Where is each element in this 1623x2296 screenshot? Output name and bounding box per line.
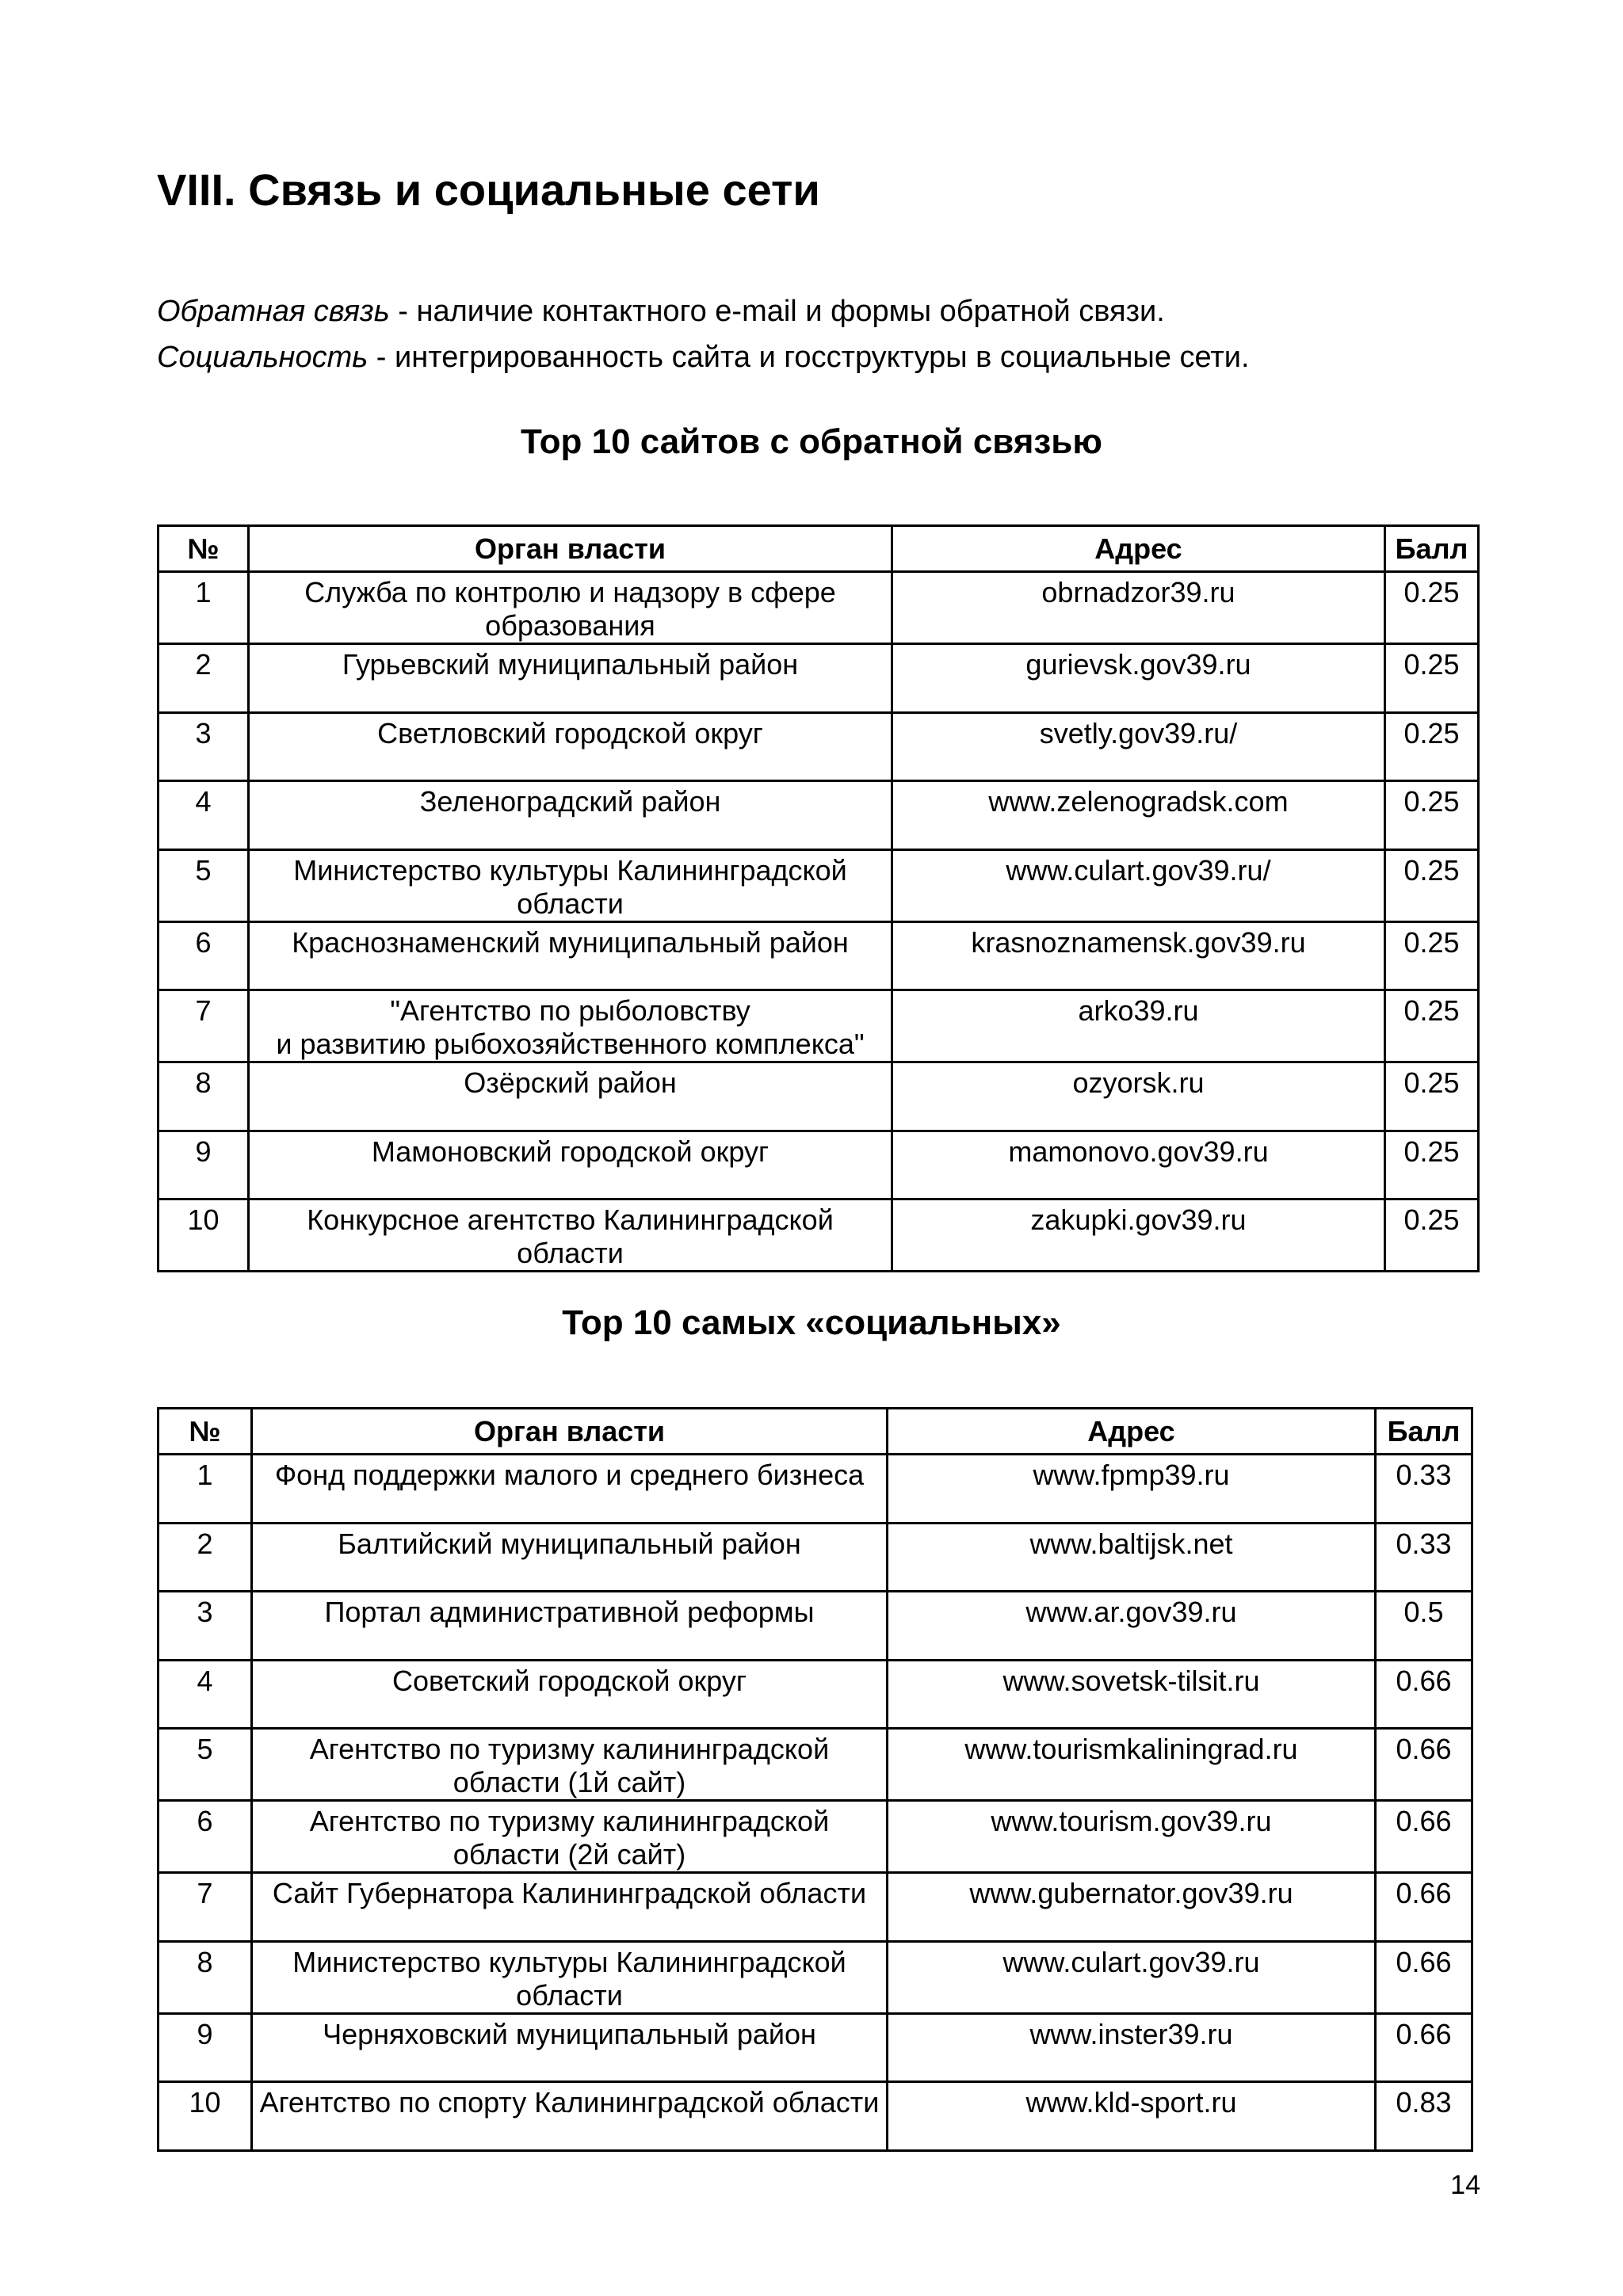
cell-organization: Министерство культуры Калининградской области	[249, 849, 892, 921]
cell-organization: Светловский городской округ	[249, 712, 892, 781]
header-organization: Орган власти	[252, 1409, 888, 1455]
cell-score: 0.66	[1376, 1873, 1472, 1942]
cell-number: 9	[158, 1131, 249, 1199]
cell-organization: Зеленоградский район	[249, 781, 892, 850]
cell-number: 1	[158, 1455, 252, 1524]
cell-score: 0.66	[1376, 1801, 1472, 1873]
social-sites-table	[157, 1407, 1473, 2152]
table-row	[158, 781, 1479, 850]
cell-score: 0.25	[1385, 781, 1479, 850]
cell-number: 8	[158, 1941, 252, 2013]
cell-organization: "Агентство по рыболовству и развитию рыбохозяйственного комплекса"	[249, 990, 892, 1062]
table-row	[158, 1660, 1472, 1729]
cell-number: 2	[158, 1523, 252, 1592]
table-row	[158, 1941, 1472, 2013]
cell-address: www.inster39.ru	[888, 2013, 1376, 2082]
cell-organization: Фонд поддержки малого и среднего бизнеса	[252, 1455, 888, 1524]
cell-score: 0.25	[1385, 849, 1479, 921]
cell-organization: Озёрский район	[249, 1062, 892, 1131]
table-row	[158, 1199, 1479, 1272]
cell-address: arko39.ru	[892, 990, 1385, 1062]
table-row	[158, 990, 1479, 1062]
cell-score: 0.25	[1385, 572, 1479, 644]
cell-address: www.kld-sport.ru	[888, 2082, 1376, 2151]
definition-social	[157, 334, 1250, 380]
table-row	[158, 1455, 1472, 1524]
header-address: Адрес	[888, 1409, 1376, 1455]
cell-number: 7	[158, 990, 249, 1062]
cell-number: 5	[158, 1729, 252, 1801]
cell-number: 10	[158, 2082, 252, 2151]
cell-score: 0.25	[1385, 1199, 1479, 1272]
cell-address: krasnoznamensk.gov39.ru	[892, 921, 1385, 990]
cell-number: 3	[158, 1592, 252, 1661]
page-number: 14	[1450, 2170, 1480, 2200]
definitions	[157, 288, 1250, 380]
cell-address: www.culart.gov39.ru/	[892, 849, 1385, 921]
table-row	[158, 1523, 1472, 1592]
cell-number: 3	[158, 712, 249, 781]
table-row	[158, 1729, 1472, 1801]
cell-address: obrnadzor39.ru	[892, 572, 1385, 644]
header-organization: Орган власти	[249, 526, 892, 572]
cell-organization: Агентство по туризму калининградской области (1й сайт)	[252, 1729, 888, 1801]
cell-organization: Министерство культуры Калининградской области	[252, 1941, 888, 2013]
table-row	[158, 2013, 1472, 2082]
cell-address: www.tourism.gov39.ru	[888, 1801, 1376, 1873]
table-row	[158, 712, 1479, 781]
cell-organization: Черняховский муниципальный район	[252, 2013, 888, 2082]
cell-organization: Советский городской округ	[252, 1660, 888, 1729]
cell-address: www.fpmp39.ru	[888, 1455, 1376, 1524]
table-header-row	[158, 526, 1479, 572]
cell-organization: Агентство по спорту Калининградской области	[252, 2082, 888, 2151]
cell-address: zakupki.gov39.ru	[892, 1199, 1385, 1272]
definition-text: - интегрированность сайта и госструктуры в социальные сети.	[368, 341, 1250, 374]
cell-address: www.sovetsk-tilsit.ru	[888, 1660, 1376, 1729]
cell-address: www.zelenogradsk.com	[892, 781, 1385, 850]
cell-address: mamonovo.gov39.ru	[892, 1131, 1385, 1199]
header-address: Адрес	[892, 526, 1385, 572]
cell-number: 5	[158, 849, 249, 921]
table-row	[158, 921, 1479, 990]
definition-term: Социальность	[157, 341, 369, 374]
table-row	[158, 849, 1479, 921]
cell-number: 7	[158, 1873, 252, 1942]
header-score: Балл	[1376, 1409, 1472, 1455]
header-score: Балл	[1385, 526, 1479, 572]
header-number: №	[158, 1409, 252, 1455]
cell-organization: Служба по контролю и надзору в сфере образования	[249, 572, 892, 644]
cell-score: 0.25	[1385, 712, 1479, 781]
cell-number: 4	[158, 1660, 252, 1729]
cell-number: 10	[158, 1199, 249, 1272]
cell-organization: Агентство по туризму калининградской области (2й сайт)	[252, 1801, 888, 1873]
cell-score: 0.25	[1385, 1062, 1479, 1131]
cell-organization: Портал административной реформы	[252, 1592, 888, 1661]
cell-address: svetly.gov39.ru/	[892, 712, 1385, 781]
cell-number: 6	[158, 1801, 252, 1873]
definition-term: Обратная связь	[157, 295, 390, 328]
definition-text: - наличие контактного e-mail и формы обратной связи.	[389, 295, 1165, 328]
cell-number: 4	[158, 781, 249, 850]
cell-organization: Краснознаменский муниципальный район	[249, 921, 892, 990]
table-row	[158, 1062, 1479, 1131]
table-row	[158, 1873, 1472, 1942]
cell-score: 0.66	[1376, 1660, 1472, 1729]
cell-score: 0.66	[1376, 1729, 1472, 1801]
cell-organization: Гурьевский муниципальный район	[249, 644, 892, 713]
cell-address: www.baltijsk.net	[888, 1523, 1376, 1592]
feedback-sites-table	[157, 524, 1480, 1272]
cell-organization: Балтийский муниципальный район	[252, 1523, 888, 1592]
cell-number: 1	[158, 572, 249, 644]
cell-address: gurievsk.gov39.ru	[892, 644, 1385, 713]
cell-score: 0.25	[1385, 990, 1479, 1062]
social-table-title: Top 10 самых «социальных»	[562, 1303, 1061, 1342]
cell-number: 8	[158, 1062, 249, 1131]
cell-score: 0.5	[1376, 1592, 1472, 1661]
cell-number: 9	[158, 2013, 252, 2082]
table-row	[158, 644, 1479, 713]
table-row	[158, 1801, 1472, 1873]
cell-address: www.ar.gov39.ru	[888, 1592, 1376, 1661]
cell-score: 0.66	[1376, 2013, 1472, 2082]
table-row	[158, 1592, 1472, 1661]
table-row	[158, 572, 1479, 644]
cell-address: www.tourismkaliningrad.ru	[888, 1729, 1376, 1801]
cell-organization: Сайт Губернатора Калининградской области	[252, 1873, 888, 1942]
cell-score: 0.25	[1385, 921, 1479, 990]
section-title: VIII. Связь и социальные сети	[157, 165, 820, 215]
cell-score: 0.33	[1376, 1455, 1472, 1524]
cell-number: 6	[158, 921, 249, 990]
cell-address: www.culart.gov39.ru	[888, 1941, 1376, 2013]
table-row	[158, 2082, 1472, 2151]
cell-score: 0.83	[1376, 2082, 1472, 2151]
cell-organization: Конкурсное агентство Калининградской области	[249, 1199, 892, 1272]
table-row	[158, 1131, 1479, 1199]
cell-score: 0.33	[1376, 1523, 1472, 1592]
cell-score: 0.66	[1376, 1941, 1472, 2013]
cell-score: 0.25	[1385, 644, 1479, 713]
table-header-row	[158, 1409, 1472, 1455]
feedback-table-title: Top 10 сайтов с обратной связью	[521, 422, 1102, 461]
header-number: №	[158, 526, 249, 572]
cell-address: ozyorsk.ru	[892, 1062, 1385, 1131]
cell-number: 2	[158, 644, 249, 713]
definition-feedback	[157, 288, 1250, 334]
cell-score: 0.25	[1385, 1131, 1479, 1199]
cell-address: www.gubernator.gov39.ru	[888, 1873, 1376, 1942]
cell-organization: Мамоновский городской округ	[249, 1131, 892, 1199]
